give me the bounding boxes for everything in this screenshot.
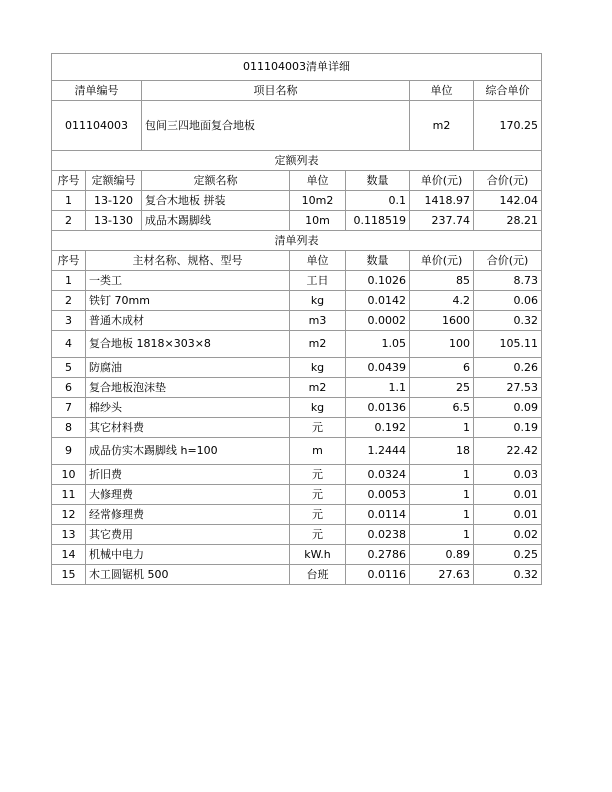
material-row <box>52 485 542 505</box>
material-qty: 0.0238 <box>346 525 410 545</box>
quota-unit: 10m2 <box>290 191 346 211</box>
material-no: 8 <box>52 418 86 438</box>
material-qty: 0.0439 <box>346 358 410 378</box>
item-unit: m2 <box>410 101 474 151</box>
material-name: 折旧费 <box>86 465 290 485</box>
item-code-header: 清单编号 <box>52 81 142 101</box>
material-total: 0.32 <box>474 311 542 331</box>
material-total: 27.53 <box>474 378 542 398</box>
material-total: 0.02 <box>474 525 542 545</box>
material-unit: kg <box>290 291 346 311</box>
material-unit: m <box>290 438 346 465</box>
title-row <box>52 54 542 81</box>
material-name: 大修理费 <box>86 485 290 505</box>
quota-qty: 0.118519 <box>346 211 410 231</box>
material-total: 0.01 <box>474 505 542 525</box>
material-unit: 元 <box>290 465 346 485</box>
material-price: 1 <box>410 505 474 525</box>
material-price: 1 <box>410 465 474 485</box>
material-name: 一类工 <box>86 271 290 291</box>
list-section-title: 清单列表 <box>52 231 542 251</box>
material-no: 6 <box>52 378 86 398</box>
bill-detail-table <box>51 53 542 585</box>
material-no: 13 <box>52 525 86 545</box>
material-row <box>52 565 542 585</box>
quota-name-header: 定额名称 <box>142 171 290 191</box>
material-row <box>52 465 542 485</box>
material-unit: 元 <box>290 525 346 545</box>
material-no: 2 <box>52 291 86 311</box>
item-price-header: 综合单价 <box>474 81 542 101</box>
material-total: 0.19 <box>474 418 542 438</box>
material-qty: 1.2444 <box>346 438 410 465</box>
material-name: 经常修理费 <box>86 505 290 525</box>
material-no: 15 <box>52 565 86 585</box>
quota-total: 28.21 <box>474 211 542 231</box>
material-total: 0.03 <box>474 465 542 485</box>
material-qty: 0.0142 <box>346 291 410 311</box>
material-row <box>52 358 542 378</box>
quota-total: 142.04 <box>474 191 542 211</box>
material-unit: kg <box>290 358 346 378</box>
material-price-header: 单价(元) <box>410 251 474 271</box>
material-row <box>52 311 542 331</box>
material-no: 3 <box>52 311 86 331</box>
material-row <box>52 291 542 311</box>
bill-detail-sheet <box>51 53 541 585</box>
material-price: 0.89 <box>410 545 474 565</box>
material-unit-header: 单位 <box>290 251 346 271</box>
material-price: 4.2 <box>410 291 474 311</box>
material-unit: kW.h <box>290 545 346 565</box>
material-price: 6 <box>410 358 474 378</box>
material-row <box>52 545 542 565</box>
material-row <box>52 525 542 545</box>
quota-row <box>52 211 542 231</box>
quota-unit-header: 单位 <box>290 171 346 191</box>
material-price: 27.63 <box>410 565 474 585</box>
quota-no: 1 <box>52 191 86 211</box>
quota-row <box>52 191 542 211</box>
material-total: 22.42 <box>474 438 542 465</box>
quota-section-title: 定额列表 <box>52 151 542 171</box>
material-price: 1 <box>410 525 474 545</box>
material-no: 9 <box>52 438 86 465</box>
material-row <box>52 505 542 525</box>
material-name: 普通木成材 <box>86 311 290 331</box>
material-no: 1 <box>52 271 86 291</box>
material-no: 4 <box>52 331 86 358</box>
material-qty: 0.0053 <box>346 485 410 505</box>
quota-code-header: 定额编号 <box>86 171 142 191</box>
quota-price: 237.74 <box>410 211 474 231</box>
material-price: 1600 <box>410 311 474 331</box>
material-no: 12 <box>52 505 86 525</box>
material-qty: 0.1026 <box>346 271 410 291</box>
item-unit-header: 单位 <box>410 81 474 101</box>
material-qty: 1.1 <box>346 378 410 398</box>
material-row <box>52 378 542 398</box>
material-name: 成品仿实木踢脚线 h=100 <box>86 438 290 465</box>
material-unit: m2 <box>290 331 346 358</box>
material-name: 木工圆锯机 500 <box>86 565 290 585</box>
material-total: 0.26 <box>474 358 542 378</box>
material-name-header: 主材名称、规格、型号 <box>86 251 290 271</box>
list-section-row <box>52 231 542 251</box>
list-header-row <box>52 251 542 271</box>
quota-qty-header: 数量 <box>346 171 410 191</box>
material-name: 机械中电力 <box>86 545 290 565</box>
material-qty: 0.0002 <box>346 311 410 331</box>
quota-no: 2 <box>52 211 86 231</box>
material-no: 10 <box>52 465 86 485</box>
sheet-title: 011104003清单详细 <box>52 54 542 81</box>
material-total: 0.25 <box>474 545 542 565</box>
material-total: 8.73 <box>474 271 542 291</box>
quota-total-header: 合价(元) <box>474 171 542 191</box>
material-unit: 元 <box>290 505 346 525</box>
material-price: 25 <box>410 378 474 398</box>
material-unit: 工日 <box>290 271 346 291</box>
material-unit: kg <box>290 398 346 418</box>
material-total: 0.01 <box>474 485 542 505</box>
material-total: 0.06 <box>474 291 542 311</box>
material-name: 防腐油 <box>86 358 290 378</box>
material-price: 85 <box>410 271 474 291</box>
quota-unit: 10m <box>290 211 346 231</box>
material-qty: 0.0114 <box>346 505 410 525</box>
material-no: 5 <box>52 358 86 378</box>
material-unit: 元 <box>290 418 346 438</box>
material-total: 0.09 <box>474 398 542 418</box>
quota-qty: 0.1 <box>346 191 410 211</box>
material-qty: 0.192 <box>346 418 410 438</box>
item-row <box>52 101 542 151</box>
material-total: 105.11 <box>474 331 542 358</box>
material-row <box>52 418 542 438</box>
quota-section-row <box>52 151 542 171</box>
material-price: 100 <box>410 331 474 358</box>
item-unit-price: 170.25 <box>474 101 542 151</box>
material-qty-header: 数量 <box>346 251 410 271</box>
material-price: 1 <box>410 418 474 438</box>
material-total: 0.32 <box>474 565 542 585</box>
material-price: 1 <box>410 485 474 505</box>
material-no: 14 <box>52 545 86 565</box>
material-row <box>52 331 542 358</box>
material-name: 棉纱头 <box>86 398 290 418</box>
material-price: 6.5 <box>410 398 474 418</box>
item-code: 011104003 <box>52 101 142 151</box>
quota-no-header: 序号 <box>52 171 86 191</box>
material-row <box>52 438 542 465</box>
material-name: 铁钉 70mm <box>86 291 290 311</box>
material-qty: 1.05 <box>346 331 410 358</box>
quota-code: 13-120 <box>86 191 142 211</box>
material-unit: m2 <box>290 378 346 398</box>
material-qty: 0.0116 <box>346 565 410 585</box>
material-total-header: 合价(元) <box>474 251 542 271</box>
item-name: 包间三四地面复合地板 <box>142 101 410 151</box>
quota-price: 1418.97 <box>410 191 474 211</box>
material-unit: 台班 <box>290 565 346 585</box>
material-no-header: 序号 <box>52 251 86 271</box>
quota-name: 成品木踢脚线 <box>142 211 290 231</box>
item-name-header: 项目名称 <box>142 81 410 101</box>
material-name: 复合地板 1818×303×8 <box>86 331 290 358</box>
material-qty: 0.2786 <box>346 545 410 565</box>
material-row <box>52 398 542 418</box>
material-price: 18 <box>410 438 474 465</box>
material-row <box>52 271 542 291</box>
quota-header-row <box>52 171 542 191</box>
material-no: 11 <box>52 485 86 505</box>
material-unit: 元 <box>290 485 346 505</box>
material-unit: m3 <box>290 311 346 331</box>
material-no: 7 <box>52 398 86 418</box>
material-qty: 0.0136 <box>346 398 410 418</box>
quota-price-header: 单价(元) <box>410 171 474 191</box>
material-name: 其它材料费 <box>86 418 290 438</box>
material-qty: 0.0324 <box>346 465 410 485</box>
material-name: 其它费用 <box>86 525 290 545</box>
item-header-row <box>52 81 542 101</box>
quota-name: 复合木地板 拼装 <box>142 191 290 211</box>
material-name: 复合地板泡沫垫 <box>86 378 290 398</box>
quota-code: 13-130 <box>86 211 142 231</box>
